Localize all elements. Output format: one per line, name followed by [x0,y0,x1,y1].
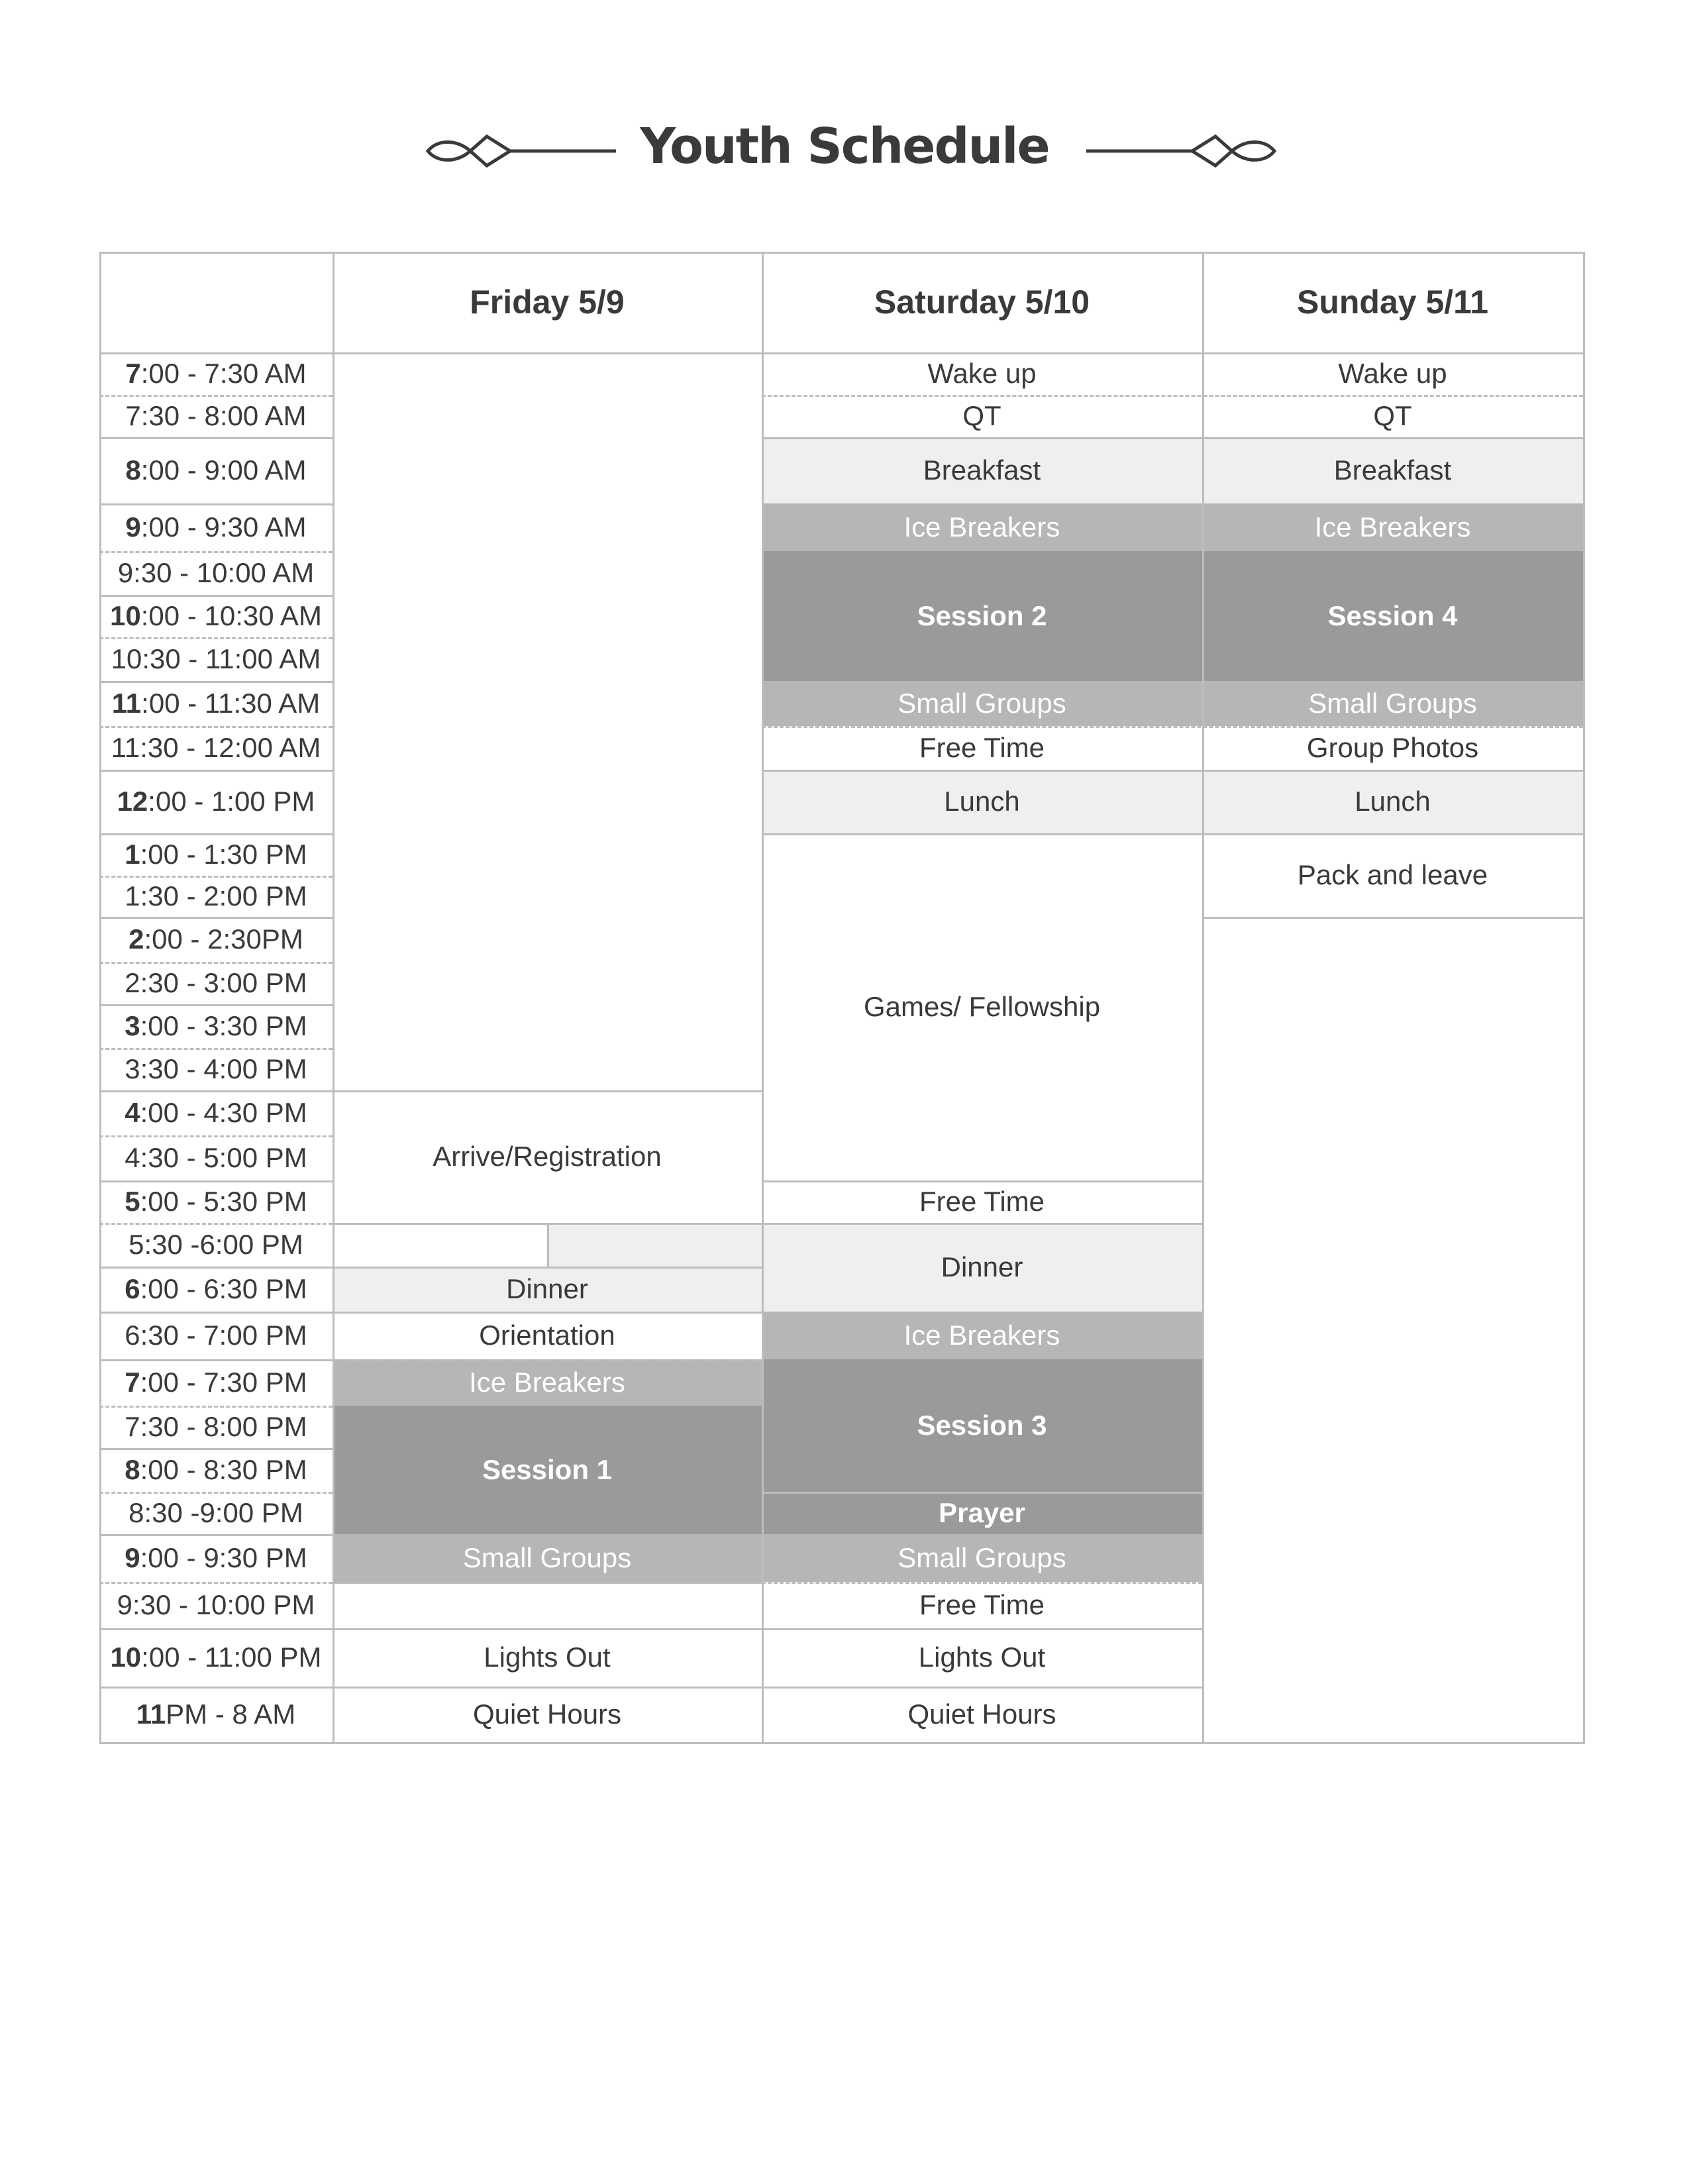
saturday-session-3: Session 3 [762,1359,1202,1492]
friday-arrive-registration: Arrive/Registration [333,1090,762,1223]
saturday-small-groups-am: Small Groups [762,681,1202,726]
time-slot: 7 :00 - 7:30 AM [125,358,307,389]
page-title: Youth Schedule [640,118,1049,175]
time-slot: 10 :00 - 11:00 PM [110,1641,322,1673]
sunday-session-4: Session 4 [1202,551,1583,681]
friday-lights-out: Lights Out [333,1628,762,1687]
time-slot: 9 :00 - 9:30 AM [125,511,307,543]
column-header-saturday: Saturday 5/10 [874,284,1090,321]
friday-ice-breakers: Ice Breakers [333,1359,762,1406]
time-slot: 3:30 - 4:00 PM [125,1053,307,1084]
saturday-free-time-am: Free Time [762,726,1202,770]
time-slot: 7:30 - 8:00 PM [125,1411,307,1442]
saturday-quiet-hours: Quiet Hours [762,1687,1202,1742]
time-slot: 8 :00 - 8:30 PM [125,1454,307,1485]
saturday-dinner: Dinner [762,1223,1202,1312]
schedule-table [99,252,1583,1742]
saturday-session-2: Session 2 [762,551,1202,681]
saturday-breakfast: Breakfast [762,437,1202,503]
time-slot: 9 :00 - 9:30 PM [125,1542,307,1573]
time-slot: 2:30 - 3:00 PM [125,967,307,998]
time-slot: 10:30 - 11:00 AM [111,643,321,674]
sunday-ice-breakers: Ice Breakers [1202,503,1583,551]
time-slot: 5 :00 - 5:30 PM [125,1186,307,1217]
saturday-free-time-pm: Free Time [762,1180,1202,1223]
friday-quiet-hours: Quiet Hours [333,1687,762,1742]
friday-dinner: Dinner [333,1267,762,1312]
time-slot: 7 :00 - 7:30 PM [125,1367,307,1398]
sunday-group-photos: Group Photos [1202,726,1583,770]
time-slot: 1:30 - 2:00 PM [125,880,307,911]
saturday-wake-up: Wake up [762,352,1202,395]
time-slot: 12 :00 - 1:00 PM [117,786,315,817]
sunday-wake-up: Wake up [1202,352,1583,395]
time-slot: 11:30 - 12:00 AM [111,732,321,763]
time-slot: 8:30 -9:00 PM [128,1497,303,1528]
saturday-games-fellowship: Games/ Fellowship [762,833,1202,1180]
title-area [0,99,1689,205]
time-slot: 4 :00 - 4:30 PM [125,1097,307,1128]
time-slot: 7:30 - 8:00 AM [125,400,307,431]
saturday-ice-breakers-pm: Ice Breakers [762,1312,1202,1359]
time-slot: 10 :00 - 10:30 AM [110,600,322,631]
saturday-free-time-night: Free Time [762,1582,1202,1628]
time-slot: 5:30 -6:00 PM [128,1229,303,1260]
column-header-sunday: Sunday 5/11 [1296,284,1489,321]
sunday-lunch: Lunch [1202,770,1583,833]
right-flourish-icon [1080,125,1278,178]
time-slot: 8 :00 - 9:00 AM [125,454,307,486]
friday-session-1: Session 1 [333,1406,762,1534]
saturday-lights-out: Lights Out [762,1628,1202,1687]
time-slot: 6 :00 - 6:30 PM [125,1273,307,1304]
sunday-pack-and-leave: Pack and leave [1202,833,1583,917]
sunday-breakfast: Breakfast [1202,437,1583,503]
saturday-qt: QT [762,395,1202,437]
time-slot: 9:30 - 10:00 PM [117,1589,315,1620]
time-slot: 6:30 - 7:00 PM [125,1320,307,1351]
time-slot: 2 :00 - 2:30PM [128,923,303,955]
friday-orientation: Orientation [333,1312,762,1359]
time-slot: 3 :00 - 3:30 PM [125,1010,307,1041]
saturday-lunch: Lunch [762,770,1202,833]
saturday-small-groups-pm: Small Groups [762,1534,1202,1582]
time-slot: 4:30 - 5:00 PM [125,1142,307,1173]
table-border [99,252,1585,1744]
sunday-small-groups: Small Groups [1202,681,1583,726]
time-slot: 1 :00 - 1:30 PM [125,839,307,870]
time-slot: 11 :00 - 11:30 AM [111,688,321,719]
time-slot: 9:30 - 10:00 AM [117,557,315,588]
saturday-prayer: Prayer [762,1492,1202,1534]
time-slot: 11 PM - 8 AM [136,1698,296,1730]
saturday-ice-breakers-am: Ice Breakers [762,503,1202,551]
column-header-friday: Friday 5/9 [470,284,625,321]
friday-small-groups: Small Groups [333,1534,762,1582]
sunday-qt: QT [1202,395,1583,437]
